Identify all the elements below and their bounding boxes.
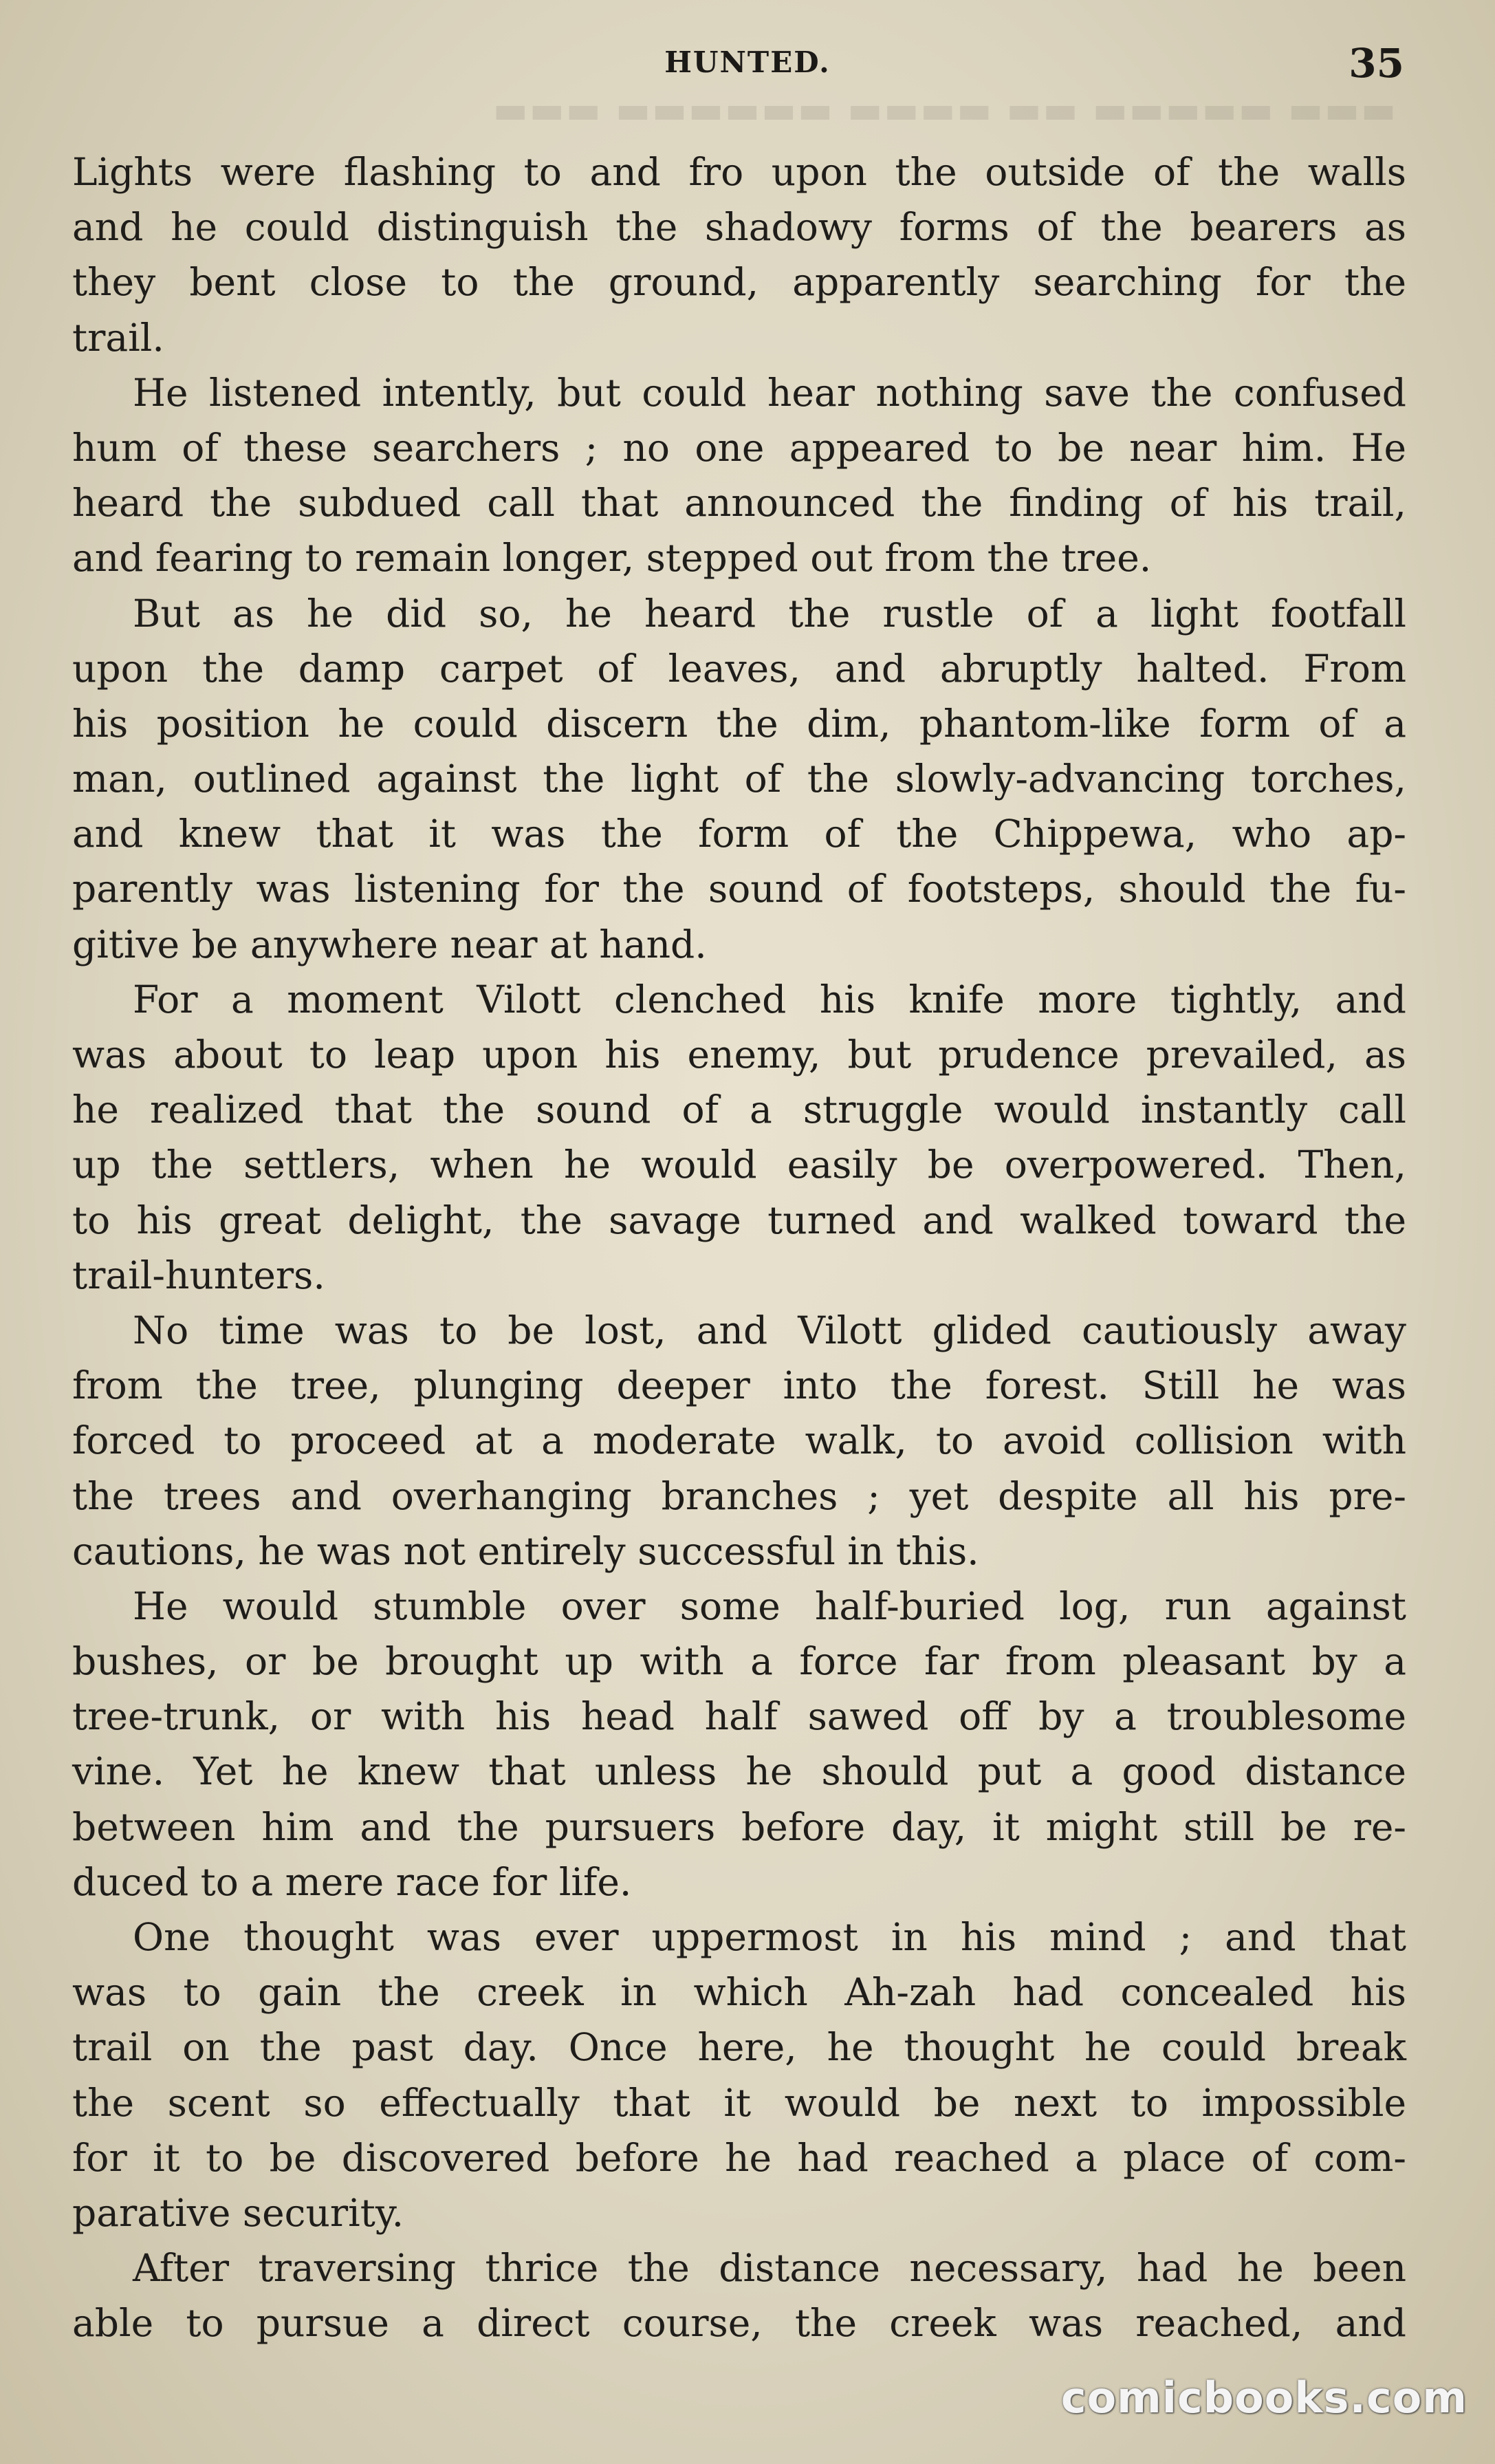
body-text [72, 144, 1406, 2351]
text-line: and fearing to remain longer, stepped out from the tree. [72, 536, 1152, 581]
text-line: gitive be anywhere near at hand. [72, 922, 707, 966]
text-line: hum of these searchers ; no one appeared to be near him. He [72, 425, 1406, 470]
text-line: He listened intently, but could hear nothing save the confused [133, 370, 1406, 415]
text-line: After traversing thrice the distance necessary, had he been [133, 2246, 1406, 2291]
text-line: for it to be discovered before he had reached a place of com- [72, 2135, 1406, 2180]
text-line: to his great delight, the savage turned and walked toward the [72, 1198, 1406, 1242]
text-line: parently was listening for the sound of footsteps, should the fu- [72, 867, 1406, 911]
text-line: upon the damp carpet of leaves, and abruptly halted. From [72, 646, 1406, 691]
text-line: No time was to be lost, and Vilott glided cautiously away [133, 1308, 1406, 1352]
text-line: tree-trunk, or with his head half sawed off by a troublesome [72, 1694, 1406, 1739]
text-line: He would stumble over some half-buried log, run against [133, 1584, 1406, 1628]
text-line: between him and the pursuers before day, it might still be re- [72, 1804, 1406, 1849]
paragraph [72, 365, 1406, 586]
paragraph [72, 2240, 1406, 2350]
paragraph [72, 1303, 1406, 1579]
text-line: he realized that the sound of a struggle would instantly call [72, 1088, 1406, 1132]
watermark: comicbooks.com [1060, 2373, 1467, 2423]
paragraph [72, 1910, 1406, 2240]
text-line: cautions, he was not entirely successful in this. [72, 1528, 979, 1573]
text-line: was to gain the creek in which Ah-zah had concealed his [72, 1970, 1406, 2015]
text-line: heard the subdued call that announced the finding of his trail, [72, 481, 1406, 526]
text-line: forced to proceed at a moderate walk, to avoid collision with [72, 1418, 1406, 1463]
text-line: able to pursue a direct course, the creek was reached, and [72, 2301, 1406, 2346]
paragraph [72, 586, 1406, 972]
text-line: But as he did so, he heard the rustle of a light footfall [133, 591, 1406, 636]
text-line: was about to leap upon his enemy, but prudence prevailed, as [72, 1033, 1406, 1077]
text-line: duced to a mere race for life. [72, 1859, 632, 1904]
page-number: 35 [1349, 40, 1404, 87]
text-line: One thought was ever uppermost in his mind ; and that [133, 1915, 1406, 1959]
paragraph [72, 972, 1406, 1303]
text-line: For a moment Vilott clenched his knife more tightly, and [133, 977, 1406, 1022]
text-line: from the tree, plunging deeper into the forest. Still he was [72, 1363, 1406, 1408]
text-line: man, outlined against the light of the slowly-advancing torches, [72, 757, 1406, 801]
text-line: Lights were flashing to and fro upon the outside of the walls [72, 150, 1406, 194]
paragraph [72, 144, 1406, 365]
text-line: up the settlers, when he would easily be overpowered. Then, [72, 1143, 1406, 1187]
text-line: his position he could discern the dim, phantom-like form of a [72, 701, 1406, 746]
text-line: the scent so effectually that it would be next to impossible [72, 2080, 1406, 2125]
page-header [0, 40, 1495, 95]
text-line: trail. [72, 315, 164, 360]
text-line: the trees and overhanging branches ; yet despite all his pre- [72, 1473, 1406, 1518]
text-line: and knew that it was the form of the Chippewa, who ap- [72, 812, 1406, 856]
text-line: trail on the past day. Once here, he thought he could break [72, 2025, 1406, 2070]
text-line: vine. Yet he knew that unless he should put a good distance [72, 1749, 1406, 1794]
text-line: parative security. [72, 2190, 404, 2235]
running-head: HUNTED. [664, 45, 831, 79]
bleed-through-texture: ▬▬▬ ▬▬▬▬▬ ▬▬ ▬▬▬▬ ▬▬▬▬▬▬ ▬▬▬ [491, 88, 1396, 131]
text-line: and he could distinguish the shadowy forms of the bearers as [72, 205, 1406, 250]
paragraph [72, 1579, 1406, 1910]
text-line: bushes, or be brought up with a force far from pleasant by a [72, 1639, 1406, 1684]
text-line: they bent close to the ground, apparently searching for the [72, 260, 1406, 305]
text-line: trail-hunters. [72, 1253, 325, 1297]
